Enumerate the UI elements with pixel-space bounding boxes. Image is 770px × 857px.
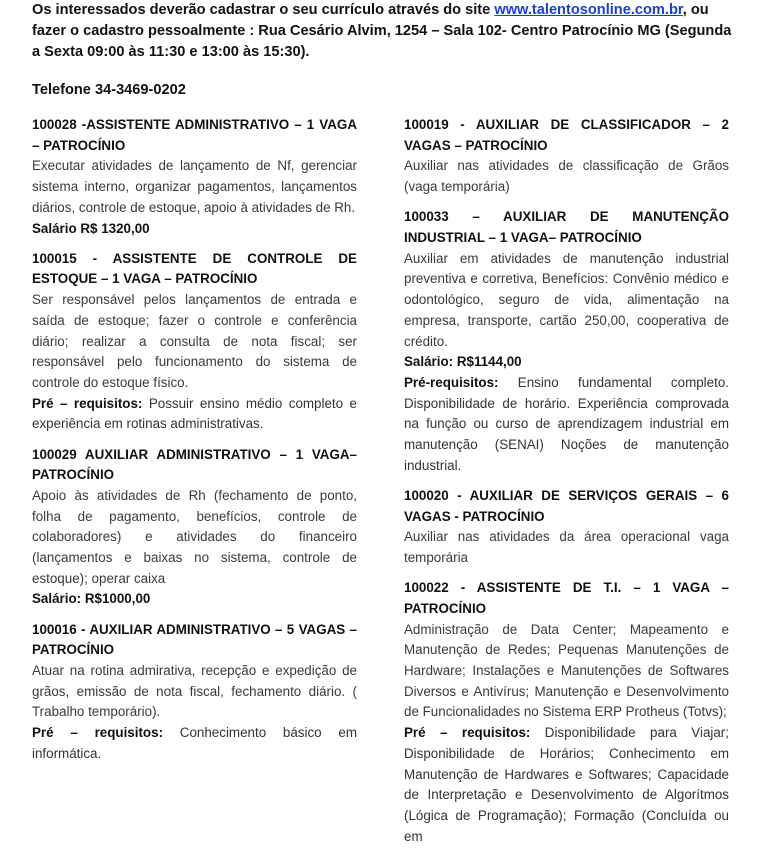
phone-line: Telefone 34-3469-0202 — [32, 82, 186, 98]
job-listing — [32, 115, 357, 239]
job-title: 100028 -ASSISTENTE ADMINISTRATIVO – 1 VAGA – PATROCÍNIO — [32, 117, 357, 153]
job-description: Executar atividades de lançamento de Nf, gerenciar sistema interno, organizar pagamentos, lançamentos diários, controle de estoque, apoio à atividades de Rh. — [32, 158, 357, 215]
job-requirements — [32, 723, 357, 764]
left-column — [32, 115, 357, 774]
job-description: Administração de Data Center; Mapeamento e Manutenção de Redes; Pequenas Manutenções de Hardware; Instalações e Manutenções de Softwares Diversos e Antivírus; Manutenção e Desenvolvimento de Funcionalidades no Sistema ERP Protheus (Totvs); — [404, 621, 729, 720]
job-salary — [404, 352, 729, 373]
intro-paragraph — [32, 0, 742, 63]
job-listing — [32, 620, 357, 765]
job-listing — [404, 207, 729, 476]
job-title: 100033 – AUXILIAR DE MANUTENÇÃO INDUSTRIAL – 1 VAGA– PATROCÍNIO — [404, 209, 729, 246]
job-description: Atuar na rotina admirativa, recepção e expedição de grãos, emissão de nota fiscal, fechamento diário. ( Trabalho temporário). — [32, 663, 357, 720]
job-title: 100022 - ASSISTENTE DE T.I. – 1 VAGA – PATROCÍNIO — [404, 580, 729, 616]
requirements-label: Pré – requisitos: — [32, 725, 164, 741]
intro-text-before: Os interessados deverão cadastrar o seu currículo através do site — [32, 2, 495, 18]
job-requirements — [404, 373, 729, 477]
job-title: 100029 AUXILIAR ADMINISTRATIVO – 1 VAGA– PATROCÍNIO — [32, 446, 357, 483]
job-listing — [404, 578, 729, 847]
salary-label: Salário R$ 1320,00 — [32, 220, 150, 236]
job-salary — [32, 219, 357, 240]
salary-label: Salário: — [404, 354, 454, 370]
job-title: 100016 - AUXILIAR ADMINISTRATIVO – 5 VAGAS – PATROCÍNIO — [32, 621, 357, 658]
requirements-text: Conhecimento básico em informática. — [32, 725, 357, 761]
job-requirements — [32, 394, 357, 435]
job-title: 100015 - ASSISTENTE DE CONTROLE DE ESTOQUE – 1 VAGA – PATROCÍNIO — [32, 250, 357, 287]
job-title: 100020 - AUXILIAR DE SERVIÇOS GERAIS – 6 VAGAS - PATROCÍNIO — [404, 487, 729, 524]
job-listing — [404, 486, 729, 569]
job-description: Auxiliar nas atividades da área operacional vaga temporária — [404, 529, 729, 566]
job-description: Auxiliar em atividades de manutenção industrial preventiva e corretiva, Benefícios: Convênio médico e odontológico, seguro de vida, alimentação na empresa, transporte, cartão 250,00, cooperativa de crédito. — [404, 250, 729, 349]
job-salary — [32, 589, 357, 610]
job-description: Auxiliar nas atividades de classificação de Grãos (vaga temporária) — [404, 158, 729, 195]
job-listing — [32, 249, 357, 435]
right-column — [404, 115, 729, 857]
job-listing — [404, 115, 729, 198]
job-requirements — [404, 723, 729, 847]
requirements-text: Disponibilidade para Viajar; Disponibilidade de Horários; Conhecimento em Manutenção de Hardwares e Softwares; Capacidade de Interpretação e Desenvolvimento de Algorítmos (Lógica de Programação); Formação (Concluída ou em — [404, 725, 729, 844]
job-description: Apoio às atividades de Rh (fechamento de ponto, folha de pagamento, benefícios, controle de colaboradores) e atividades do financeiro (lançamentos e baixas no sistema, controle de estoque); operar caixa — [32, 487, 357, 586]
requirements-text: Possuir ensino médio completo e experiência em rotinas administrativas. — [32, 395, 357, 432]
talentos-online-link[interactable]: www.talentosonline.com.br — [494, 2, 683, 18]
intro-text-after: , ou fazer o cadastro pessoalmente : Rua Cesário Alvim, 1254 – Sala 102- Centro Patrocínio MG (Segunda a Sexta 09:00 às 11:30 e 13:00 às 15:30). — [32, 2, 732, 60]
requirements-label: Pré – requisitos: — [32, 395, 143, 411]
salary-value: R$1144,00 — [453, 354, 522, 370]
job-description: Ser responsável pelos lançamentos de entrada e saída de estoque; fazer o controle e conferência diário; realizar a consulta de nota fiscal; ser responsável pelo funcionamento do sistema de controle do estoque físico. — [32, 292, 357, 390]
job-listing — [32, 445, 357, 611]
requirements-label: Pré-requisitos: — [404, 374, 499, 390]
salary-label: Salário: R$1000,00 — [32, 591, 151, 607]
requirements-label: Pré – requisitos: — [404, 725, 531, 741]
job-title: 100019 - AUXILIAR DE CLASSIFICADOR – 2 VAGAS – PATROCÍNIO — [404, 117, 729, 153]
requirements-text: Ensino fundamental completo. Disponibilidade de horário. Experiência comprovada na função ou curso de aprendizagem industrial em manutenção (SENAI) Noções de manutenção industrial. — [404, 374, 729, 473]
